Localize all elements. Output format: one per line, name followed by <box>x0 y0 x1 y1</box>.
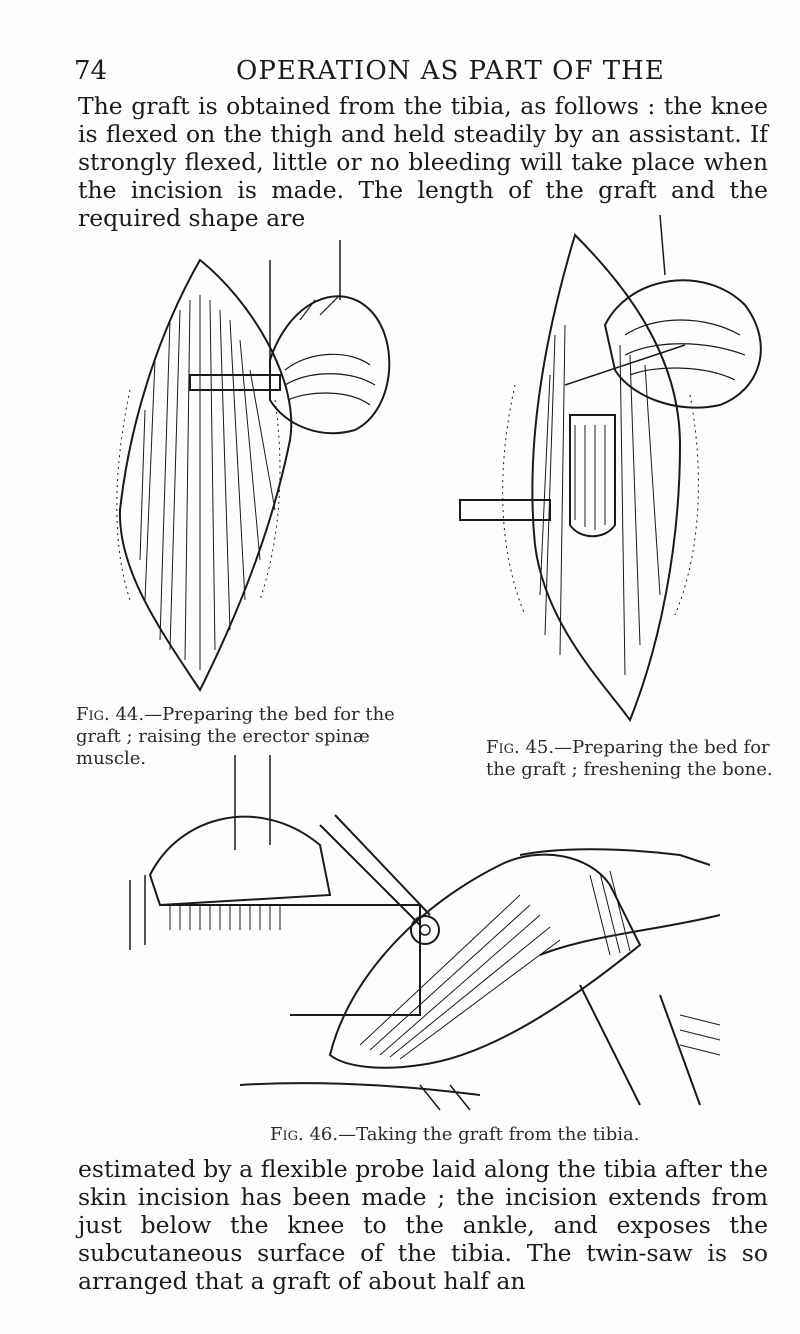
running-head: OPERATION AS PART OF THE <box>236 56 665 86</box>
figure-46-label: Fig. 46. <box>270 1124 339 1145</box>
figure-46-caption <box>270 1124 670 1146</box>
page-number: 74 <box>74 56 108 86</box>
figure-46-illustration <box>120 755 730 1125</box>
figure-44-illustration <box>100 240 400 700</box>
page-header <box>74 56 754 92</box>
figure-44-label: Fig. 44. <box>76 704 145 725</box>
body-paragraph-1: The graft is obtained from the tibia, as follows : the knee is flexed on the thigh and held steadily by an assistant. If strongly flexed, little or no bleeding will take place when the incision is made. The length of the graft and the required shape are <box>78 92 768 232</box>
figure-45-illustration <box>455 215 775 735</box>
figure-45-label: Fig. 45. <box>486 737 555 758</box>
body-paragraph-2: estimated by a flexible probe laid along the tibia after the skin incision has been made ; the incision extends from just below the knee to the ankle, and exposes the subcutaneous surface of the tibia. The twin-saw is so arranged that a graft of about half an <box>78 1155 768 1295</box>
figure-45-caption-text: —Preparing the bed for the graft ; freshening the bone. <box>486 737 773 780</box>
figure-44-caption-text: —Preparing the bed for the graft ; raising the erector spinæ muscle. <box>76 704 395 769</box>
figure-46-caption-text: —Taking the graft from the tibia. <box>338 1124 640 1145</box>
